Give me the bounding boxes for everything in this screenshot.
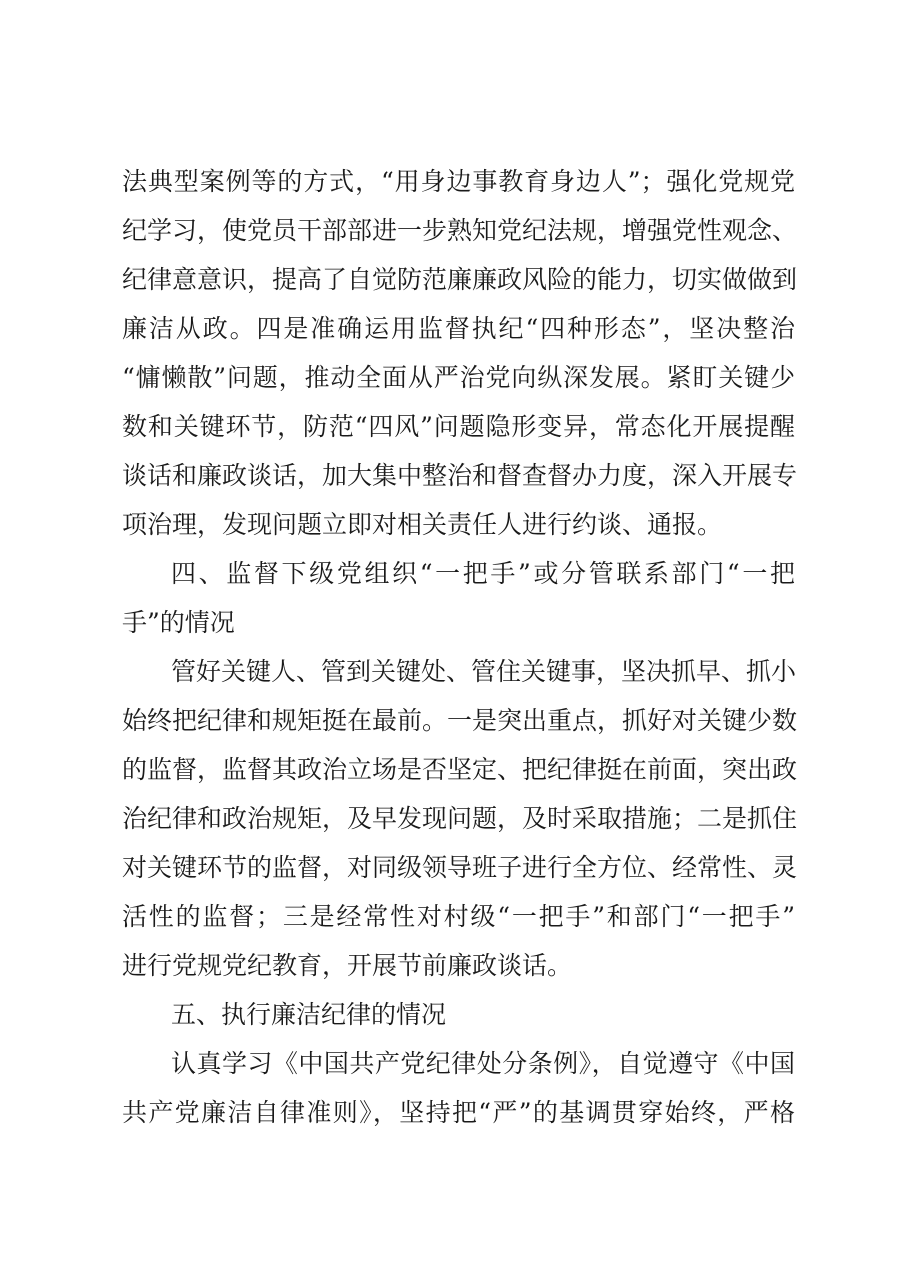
section-heading-continuation: 手”的情况: [122, 608, 235, 637]
text-line: 项治理，发现问题立即对相关责任人进行约谈、通报。: [122, 510, 723, 539]
text-line: 进行党规党纪教育，开展节前廉政谈话。: [122, 951, 573, 980]
text-line: 对关键环节的监督，对同级领导班子进行全方位、经常性、灵: [122, 853, 798, 882]
text-line: 活性的监督；三是经常性对村级“一把手”和部门“一把手”: [122, 902, 795, 931]
text-line: “慵懒散”问题，推动全面从严治党向纵深发展。紧盯关键少: [122, 363, 795, 392]
text-line: 始终把纪律和规矩挺在最前。一是突出重点，抓好对关键少数: [122, 706, 798, 735]
text-line: 数和关键环节，防范“四风”问题隐形变异，常态化开展提醒: [122, 412, 795, 441]
text-line: 纪学习，使党员干部部进一步熟知党纪法规，增强党性观念、: [122, 216, 798, 245]
text-line: 管好关键人、管到关键处、管住关键事，坚决抓早、抓小: [171, 657, 797, 686]
text-line: 治纪律和政治规矩，及早发现问题，及时采取措施；二是抓住: [122, 804, 798, 833]
section-heading: 四、监督下级党组织“一把手”或分管联系部门“一把: [171, 559, 795, 588]
text-line: 纪律意意识，提高了自觉防范廉廉政风险的能力，切实做做到: [122, 265, 798, 294]
text-line: 法典型案例等的方式，“用身边事教育身边人”；强化党规党: [122, 167, 795, 196]
section-heading: 五、执行廉洁纪律的情况: [171, 1000, 447, 1029]
text-line: 谈话和廉政谈话，加大集中整治和督查督办力度，深入开展专: [122, 461, 798, 490]
text-line: 廉洁从政。四是准确运用监督执纪“四种形态”，坚决整治: [122, 314, 795, 343]
text-line: 认真学习《中国共产党纪律处分条例》，自觉遵守《中国: [171, 1049, 795, 1078]
text-line: 的监督，监督其政治立场是否坚定、把纪律挺在前面，突出政: [122, 755, 798, 784]
text-line: 共产党廉洁自律准则》，坚持把“严”的基调贯穿始终，严格: [122, 1098, 795, 1127]
